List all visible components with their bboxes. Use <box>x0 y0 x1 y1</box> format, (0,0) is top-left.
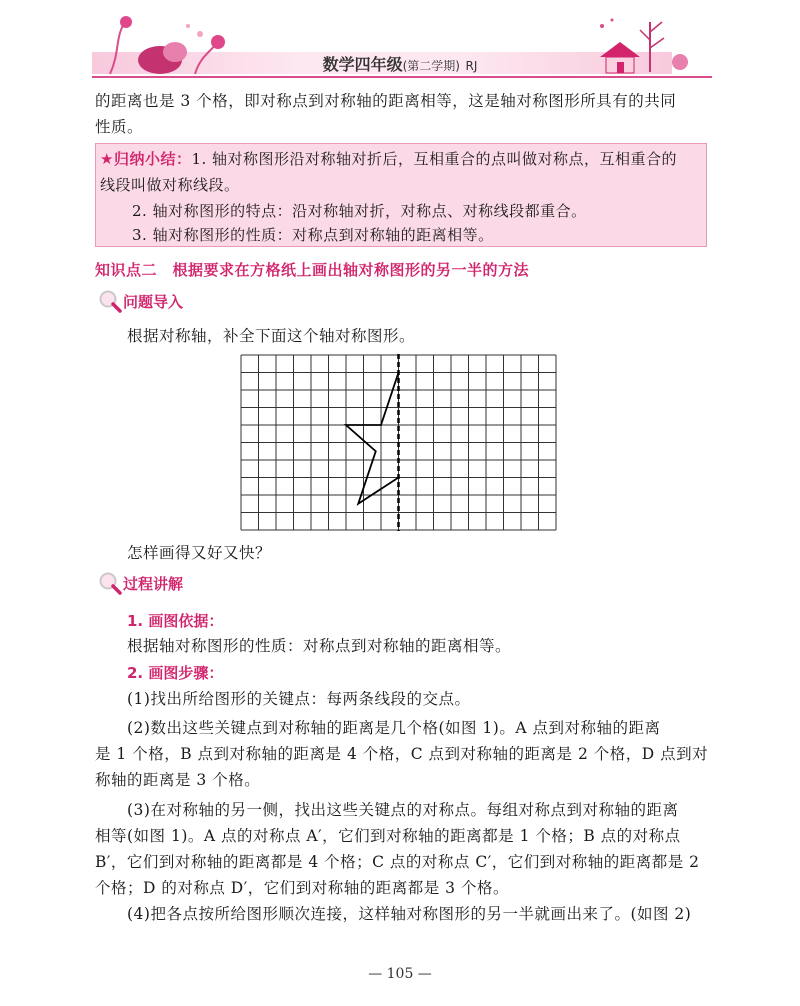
step-1: (1)找出所给图形的关键点：每两条线段的交点。 <box>127 690 471 708</box>
grid-svg <box>240 354 562 534</box>
section-problem-intro <box>97 288 184 316</box>
step-4: (4)把各点按所给图形顺次连接，这样轴对称图形的另一半就画出来了。(如图 2) <box>127 905 692 923</box>
section-1-instruction: 根据对称轴，补全下面这个轴对称图形。 <box>127 327 416 345</box>
intro-line-2: 性质。 <box>95 118 144 136</box>
section-1-question: 怎样画得又好又快？ <box>127 544 272 562</box>
step-2-line-3: 称轴的距离是 3 个格。 <box>95 771 261 789</box>
step-3-line-4: 个格；D 的对称点 D′，它们到对称轴的距离都是 3 个格。 <box>95 879 509 897</box>
summary-item-1a: 1. 轴对称图形沿对称轴对折后，互相重合的点叫做对称点，互相重合的 <box>191 150 678 168</box>
summary-box <box>95 143 707 247</box>
summary-line-1 <box>100 147 677 171</box>
basis-text: 根据轴对称图形的性质：对称点到对称轴的距离相等。 <box>127 637 512 655</box>
section-2-title: 过程讲解 <box>123 575 184 593</box>
basis-title: 1. 画图依据： <box>127 612 224 630</box>
half-star-shape <box>346 373 399 504</box>
header-subtitle: (第二学期) <box>402 59 460 73</box>
step-3-line-1: (3)在对称轴的另一侧，找出这些关键点的对称点。每组对称点到对称轴的距离 <box>127 801 679 819</box>
step-3-line-3: B′，它们到对称轴的距离都是 4 个格；C 点的对称点 C′，它们到对称轴的距离都是 2 <box>95 853 700 871</box>
magnifier-icon <box>97 570 123 596</box>
step-2-line-2: 是 1 个格，B 点到对称轴的距离是 4 个格，C 点到对称轴的距离是 2 个格，D 点到对 <box>95 745 709 763</box>
page-number: — 105 — <box>368 966 432 982</box>
header-edition: RJ <box>465 59 478 73</box>
knowledge-point-heading: 知识点二 根据要求在方格纸上画出轴对称图形的另一半的方法 <box>95 261 530 279</box>
summary-label: ★归纳小结： <box>100 150 192 168</box>
magnifier-icon <box>97 288 123 314</box>
section-process <box>97 570 184 598</box>
steps-title: 2. 画图步骤： <box>127 664 224 682</box>
header-title-main: 数学四年级 <box>322 55 403 74</box>
page-header <box>0 0 800 80</box>
section-1-title: 问题导入 <box>123 293 184 311</box>
summary-item-2: 2. 轴对称图形的特点：沿对称轴对折，对称点、对称线段都重合。 <box>132 202 587 220</box>
summary-item-1b: 线段叫做对称线段。 <box>100 176 240 194</box>
intro-line-1: 的距离也是 3 个格，即对称点到对称轴的距离相等，这是轴对称图形所具有的共同 <box>95 92 677 110</box>
grid-figure <box>240 354 562 538</box>
step-3-line-2: 相等(如图 1)。A 点的对称点 A′，它们到对称轴的距离都是 1 个格；B 点的对称点 <box>95 827 681 845</box>
header-title <box>0 52 800 75</box>
summary-item-3: 3. 轴对称图形的性质：对称点到对称轴的距离相等。 <box>132 226 494 244</box>
step-2-line-1: (2)数出这些关键点到对称轴的距离是几个格(如图 1)。A 点到对称轴的距离 <box>127 719 661 737</box>
